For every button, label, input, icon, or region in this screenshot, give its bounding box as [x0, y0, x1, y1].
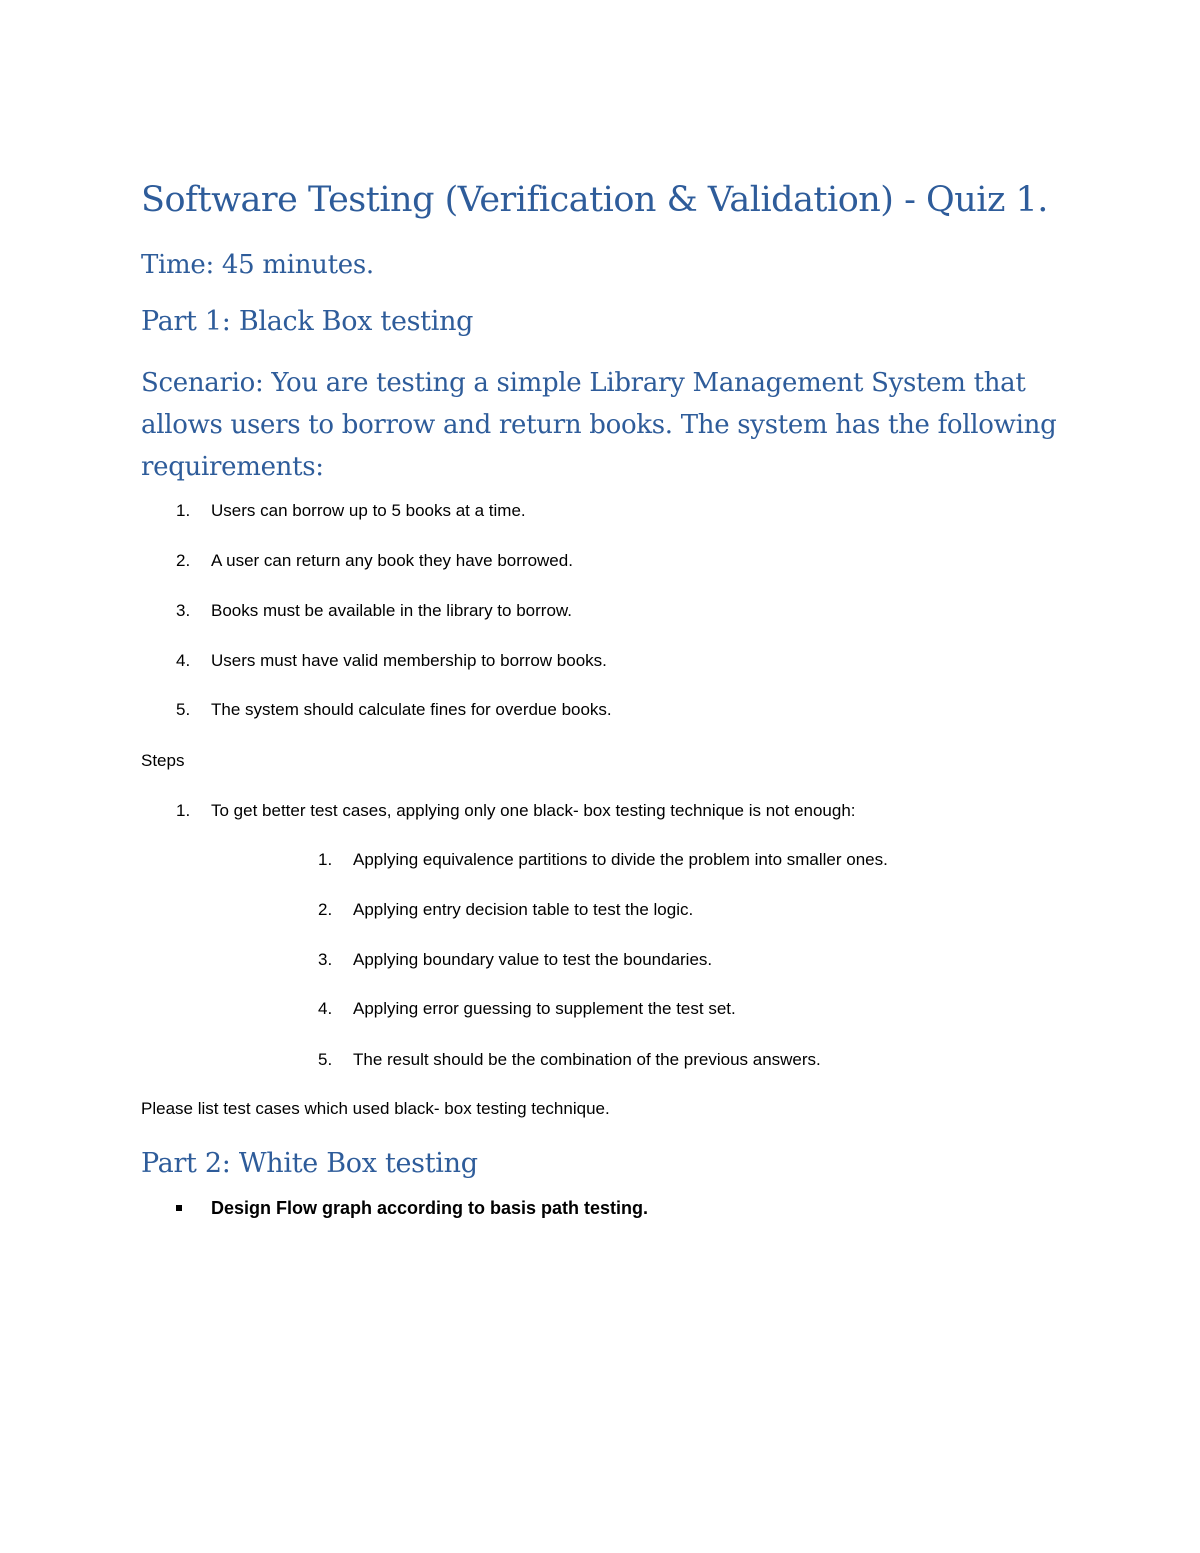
- requirement-item: Users can borrow up to 5 books at a time.: [211, 501, 526, 520]
- step-number: 1.: [176, 801, 191, 820]
- document-title: Software Testing (Verification & Validation) - Quiz 1.: [141, 180, 1048, 220]
- requirement-number: 2.: [176, 551, 191, 570]
- part1-heading: Part 1: Black Box testing: [141, 306, 474, 337]
- instruction-text: Please list test cases which used black- box testing technique.: [141, 1099, 610, 1118]
- scenario-text: Scenario: You are testing a simple Library Management System that allows users to borrow and return books. The system has the following requirements:: [141, 368, 1057, 482]
- requirement-item: A user can return any book they have borrowed.: [211, 551, 573, 570]
- steps-label: Steps: [141, 751, 185, 770]
- substep-item: Applying boundary value to test the boundaries.: [353, 950, 713, 969]
- substep-item: Applying equivalence partitions to divide the problem into smaller ones.: [353, 850, 888, 869]
- substep-item: Applying error guessing to supplement the test set.: [353, 999, 736, 1018]
- step-item: To get better test cases, applying only one black- box testing technique is not enough:: [211, 801, 856, 820]
- square-bullet-icon: [176, 1205, 182, 1211]
- part2-heading: Part 2: White Box testing: [141, 1148, 478, 1179]
- substep-number: 1.: [318, 850, 333, 869]
- part2-bullet-item: Design Flow graph according to basis path testing.: [211, 1198, 649, 1218]
- requirement-item: Books must be available in the library to borrow.: [211, 601, 572, 620]
- requirement-number: 3.: [176, 601, 191, 620]
- requirement-item: Users must have valid membership to borrow books.: [211, 651, 607, 670]
- substep-number: 5.: [318, 1050, 333, 1069]
- substep-item: Applying entry decision table to test the logic.: [353, 900, 694, 919]
- substep-number: 3.: [318, 950, 333, 969]
- requirement-number: 4.: [176, 651, 191, 670]
- time-limit: Time: 45 minutes.: [141, 250, 374, 280]
- substep-number: 2.: [318, 900, 333, 919]
- requirement-item: The system should calculate fines for overdue books.: [211, 700, 612, 719]
- requirement-number: 1.: [176, 501, 191, 520]
- substep-number: 4.: [318, 999, 333, 1018]
- substep-item: The result should be the combination of the previous answers.: [353, 1050, 821, 1069]
- requirement-number: 5.: [176, 700, 191, 719]
